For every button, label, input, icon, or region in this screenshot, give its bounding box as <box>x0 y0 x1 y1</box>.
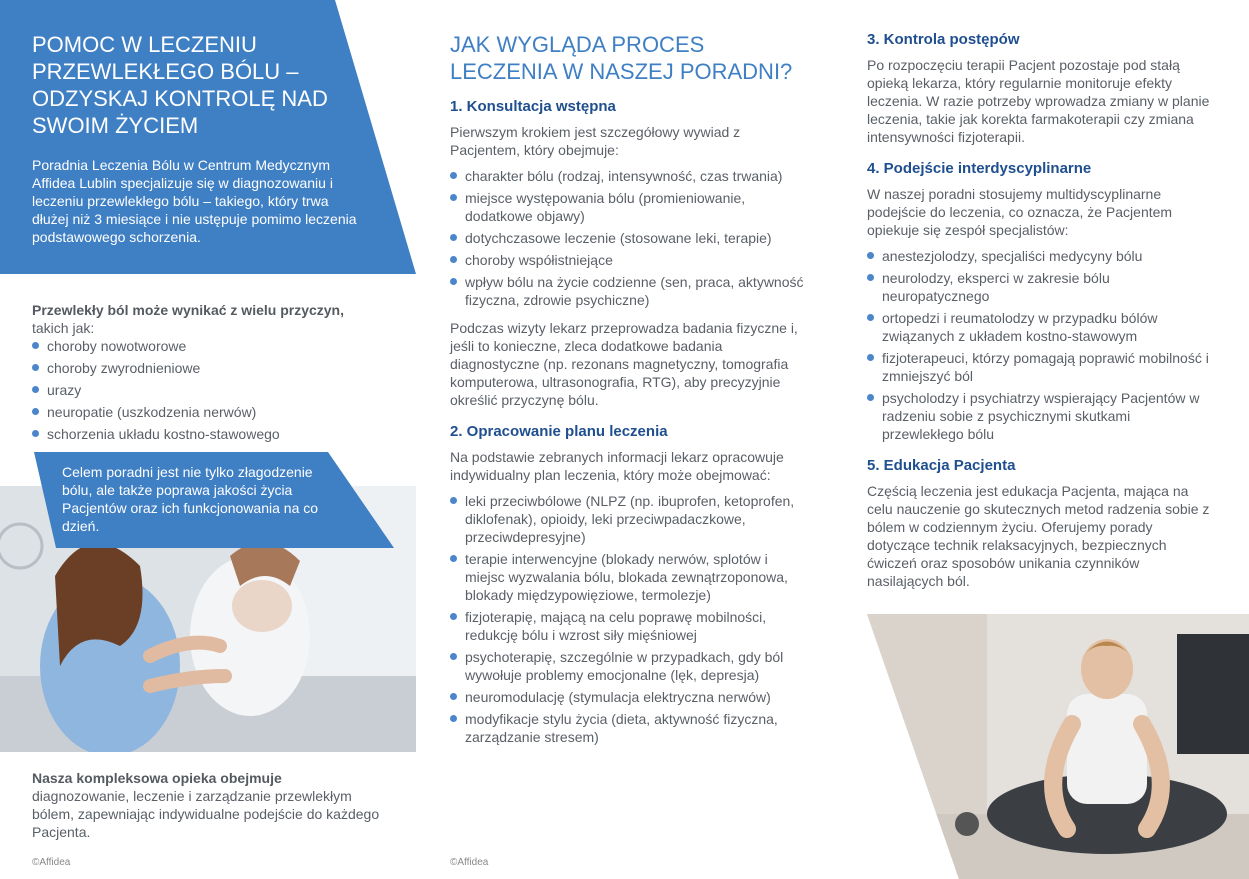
list-item: choroby zwyrodnieniowe <box>32 359 372 377</box>
intro-text: Poradnia Leczenia Bólu w Centrum Medycznym Affidea Lublin specjalizuje się w diagnozowaniu i leczeniu przewlekłego bólu – takiego, który trwa dłużej niż 3 miesiące i nie ustępuje pomimo leczenia podstawowego schorzenia. <box>32 157 357 245</box>
list-item: anestezjolodzy, specjaliści medycyny bólu <box>867 247 1213 265</box>
right-column <box>867 31 1213 590</box>
specialists-list <box>867 247 1213 443</box>
summary-lead: Nasza kompleksowa opieka obejmuje <box>32 770 282 786</box>
list-item: terapie interwencyjne (blokady nerwów, splotów i miejsc wyzwalania bólu, blokada zewnątrzoponowa, blokady międzypowięziowe, termolezje) <box>450 550 810 604</box>
list-item: charakter bólu (rodzaj, intensywność, czas trwania) <box>450 167 810 185</box>
list-item: leki przeciwbólowe (NLPZ (np. ibuprofen, ketoprofen, diklofenak), opioidy, leki przeciwpadaczkowe, przeciwdepresyjne) <box>450 492 810 546</box>
footer-copyright: ©Affidea <box>450 857 489 868</box>
summary-rest: diagnozowanie, leczenie i zarządzanie przewlekłym bólem, zapewniając indywidualne podejście do każdego Pacjenta. <box>32 788 380 840</box>
list-item: psychoterapię, szczególnie w przypadkach, gdy ból wywołuje problemy emocjonalne (lęk, depresja) <box>450 648 810 684</box>
section-heading-education: 5. Edukacja Pacjenta <box>867 457 1016 474</box>
section-heading-consultation: 1. Konsultacja wstępna <box>450 98 616 115</box>
main-title: POMOC W LECZENIU PRZEWLEKŁEGO BÓLU – ODZYSKAJ KONTROLĘ NAD SWOIM ŻYCIEM <box>32 32 328 138</box>
list-item: psycholodzy i psychiatrzy wspierający Pacjentów w radzeniu sobie z psychicznymi skutkami przewlekłego bólu <box>867 389 1213 443</box>
man-stretching-illustration <box>867 614 1249 879</box>
list-item: schorzenia układu kostno-stawowego <box>32 425 372 443</box>
list-item: neuropatie (uszkodzenia nerwów) <box>32 403 372 421</box>
list-item: ortopedzi i reumatolodzy w przypadku bólów związanych z układem kostno-stawowym <box>867 309 1213 345</box>
footer-copyright: ©Affidea <box>867 857 906 868</box>
summary-section <box>32 769 392 841</box>
consultation-list <box>450 167 810 309</box>
section-heading-interdisciplinary: 4. Podejście interdyscyplinarne <box>867 160 1092 177</box>
consultation-outro: Podczas wizyty lekarz przeprowadza badania fizyczne i, jeśli to konieczne, zleca dodatkowe badania diagnostyczne (np. rezonans magnetyczny, tomografia komputerowa, ultrasonografia, RTG), aby precyzyjnie określić przyczynę bólu. <box>450 320 798 408</box>
list-item: neurolodzy, eksperci w zakresie bólu neuropatycznego <box>867 269 1213 305</box>
section-heading-plan: 2. Opracowanie planu leczenia <box>450 423 668 440</box>
consultation-intro: Pierwszym krokiem jest szczegółowy wywiad z Pacjentem, który obejmuje: <box>450 124 741 158</box>
quote-text: Celem poradni jest nie tylko złagodzenie bólu, ale także poprawa jakości życia Pacjentów oraz ich funkcjonowania na co dzień. <box>62 464 319 534</box>
causes-lead: Przewlekły ból może wynikać z wielu przyczyn, <box>32 302 344 318</box>
list-item: wpływ bólu na życie codzienne (sen, praca, aktywność fizyczna, zdrowie psychiczne) <box>450 273 810 309</box>
list-item: modyfikacje stylu życia (dieta, aktywność fizyczna, zarządzanie stresem) <box>450 710 810 746</box>
process-title: JAK WYGLĄDA PROCES LECZENIA W NASZEJ PORADNI? <box>450 32 793 84</box>
list-item: choroby nowotworowe <box>32 337 372 355</box>
causes-section <box>32 301 372 447</box>
footer-copyright: ©Affidea <box>32 857 71 868</box>
causes-list <box>32 337 372 443</box>
plan-list <box>450 492 810 746</box>
list-item: neuromodulację (stymulacja elektryczna nerwów) <box>450 688 810 706</box>
education-text: Częścią leczenia jest edukacja Pacjenta, mająca na celu nauczenie go skutecznych metod radzenia sobie z bólem w codziennym życiu. Oferujemy porady dotyczące technik relaksacyjnych, bezpiecznych ćwiczeń oraz sposobów unikania czynników nasilających ból. <box>867 483 1210 589</box>
progress-text: Po rozpoczęciu terapii Pacjent pozostaje pod stałą opieką lekarza, który regularnie monitoruje efekty leczenia. W razie potrzeby wprowadza zmiany w planie leczenia, takie jak korekta farmakoterapii czy zmiana intensywności fizjoterapii. <box>867 57 1210 145</box>
list-item: urazy <box>32 381 372 399</box>
list-item: miejsce występowania bólu (promieniowanie, dodatkowe objawy) <box>450 189 810 225</box>
process-column <box>450 31 810 750</box>
list-item: choroby współistniejące <box>450 251 810 269</box>
interdisciplinary-intro: W naszej poradni stosujemy multidyscyplinarne podejście do leczenia, co oznacza, że Pacjentem opiekuje się zespół specjalistów: <box>867 186 1173 238</box>
list-item: fizjoterapię, mającą na celu poprawę mobilności, redukcję bólu i wzrost siły mięśniowej <box>450 608 810 644</box>
causes-rest: takich jak: <box>32 320 95 336</box>
list-item: fizjoterapeuci, którzy pomagają poprawić mobilność i zmniejszyć ból <box>867 349 1213 385</box>
list-item: dotychczasowe leczenie (stosowane leki, terapie) <box>450 229 810 247</box>
man-stretching-photo <box>867 614 1249 879</box>
plan-intro: Na podstawie zebranych informacji lekarz opracowuje indywidualny plan leczenia, który może obejmować: <box>450 449 784 483</box>
section-heading-progress: 3. Kontrola postępów <box>867 31 1020 48</box>
